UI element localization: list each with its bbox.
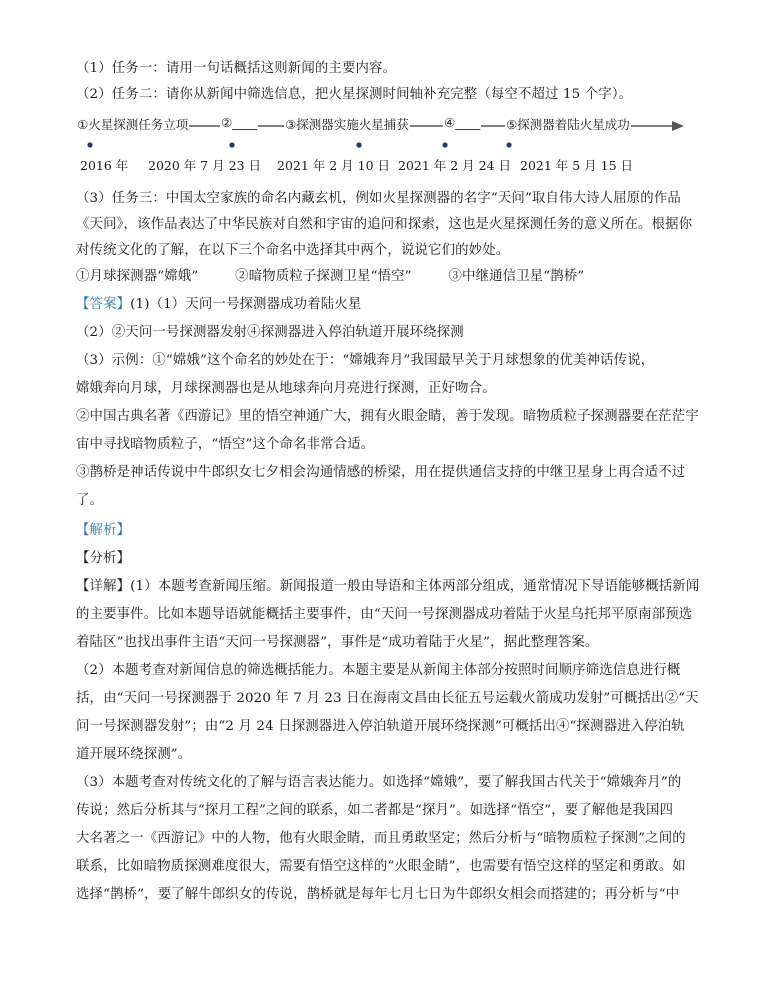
answer-line-8: 了。 xyxy=(76,493,104,508)
timeline-date-1: 2016 年 xyxy=(80,158,129,173)
timeline-date-4: 2021 年 2 月 24 日 xyxy=(398,158,512,173)
option-2: ②暗物质粒子探测卫星“悟空” xyxy=(235,269,412,284)
timeline-dot xyxy=(442,142,447,147)
answer-line-4: 嫦娥奔向月球，月球探测器也是从地球奔向月亮进行探测，正好吻合。 xyxy=(76,381,496,396)
detail-line-9: 传说；然后分析其与“探月工程”之间的联系，如二者都是“探月”。如选择“悟空”，要了解他是我国四 xyxy=(76,803,674,818)
detail-line-8: （3）本题考查对传统文化的了解与语言表达能力。如选择“嫦娥”，要了解我国古代关于“嫦娥奔月”的 xyxy=(76,775,682,790)
detail-line-11: 联系，比如暗物质探测难度很大，需要有悟空这样的“火眼金睛”，也需要有悟空这样的坚定和勇敢。如 xyxy=(76,859,686,874)
timeline-date-5: 2021 年 5 月 15 日 xyxy=(520,158,634,173)
detail-line-3: 着陆区”也找出事件主语“天问一号探测器”，事件是“成功着陆于火星”，据此整理答案。 xyxy=(76,635,599,650)
option-1: ①月球探测器“嫦娥” xyxy=(76,269,199,284)
detail-line-6: 问一号探测器发射”；由“2 月 24 日探测器进入停泊轨道开展环绕探测”可概括出④“探测器进入停泊轨 xyxy=(76,719,685,734)
options-row xyxy=(76,266,696,288)
answer-line-5: ②中国古典名著《西游记》里的悟空神通广大，拥有火眼金睛，善于发现。暗物质粒子探测器要在茫茫宇 xyxy=(76,409,699,424)
answer-label: 【答案】 xyxy=(76,297,131,312)
detail-line-5: 括，由“天问一号探测器于 2020 年 7 月 23 日在海南文昌由长征五号运载火箭成功发射”可概括出②“天 xyxy=(76,691,699,706)
detail-line-4: （2）本题考查对新闻信息的筛选概括能力。本题主要是从新闻主体部分按照时间顺序筛选信息进行概 xyxy=(76,663,681,678)
detail-line-1: 【详解】(1）本题考查新闻压缩。新闻报道一般由导语和主体两部分组成，通常情况下导语能够概括新闻 xyxy=(76,579,700,594)
fenxi-label: 【分析】 xyxy=(76,551,131,566)
detail-line-2: 的主要事件。比如本题导语就能概括主要事件，由“天问一号探测器成功着陆于火星乌托邦平原南部预选 xyxy=(76,607,693,622)
detail-line-12: 选择“鹊桥”，要了解牛郎织女的传说，鹊桥就是每年七月七日为牛郎织女相会而搭建的；再分析与“中 xyxy=(76,887,680,902)
mars-timeline xyxy=(72,112,692,178)
analysis-label: 【解析】 xyxy=(76,523,131,538)
answer-line-3: （3）示例：①“嫦娥”这个命名的妙处在于：“嫦娥奔月”我国最早关于月球想象的优美神话传说， xyxy=(76,353,655,368)
task3-line-1: （3）任务三：中国太空家族的命名内藏玄机，例如火星探测器的名字“天问”取自伟大诗人屈原的作品 xyxy=(76,191,681,206)
timeline-event-4: ④____ xyxy=(444,115,481,130)
answer-line-2: （2）②天问一号探测器发射④探测器进入停泊轨道开展环绕探测 xyxy=(76,325,464,340)
task3-line-3: 对传统文化的了解，在以下三个命名中选择其中两个，说说它们的妙处。 xyxy=(76,243,510,258)
answer-line-6: 宙中寻找暗物质粒子，“悟空”这个命名非常合适。 xyxy=(76,437,375,452)
timeline-event-3: ③探测器实施火星捕获 xyxy=(285,117,409,132)
timeline-dot xyxy=(356,142,361,147)
timeline-event-5: ⑤探测器着陆火星成功 xyxy=(506,117,630,132)
timeline-dot xyxy=(229,142,234,147)
timeline-date-3: 2021 年 2 月 10 日 xyxy=(277,158,391,173)
task2-text: （2）任务二：请你从新闻中筛选信息，把火星探测时间轴补充完整（每空不超过 15 个字）。 xyxy=(76,87,633,102)
option-3: ③中继通信卫星“鹊桥” xyxy=(448,269,585,284)
detail-line-7: 道开展环绕探测”。 xyxy=(76,747,192,762)
answer-line-7: ③鹊桥是神话传说中牛郎织女七夕相会沟通情感的桥梁，用在提供通信支持的中继卫星身上再合适不过 xyxy=(76,465,686,480)
detail-line-10: 大名著之一《西游记》中的人物，他有火眼金睛，而且勇敢坚定；然后分析与“暗物质粒子探测”之间的 xyxy=(76,831,686,846)
timeline-date-2: 2020 年 7 月 23 日 xyxy=(148,158,262,173)
answer-line-1 xyxy=(76,294,696,316)
timeline-dot xyxy=(506,142,511,147)
timeline-event-1: ①火星探测任务立项 xyxy=(77,117,189,132)
timeline-event-2: ②____ xyxy=(221,115,258,130)
answer-text-1: (1)（1）天问一号探测器成功着陆火星 xyxy=(130,297,362,312)
task1-text: （1）任务一：请用一句话概括这则新闻的主要内容。 xyxy=(76,61,397,76)
task3-line-2: 《天问》，该作品表达了中华民族对自然和宇宙的追问和探索，这也是火星探测任务的意义所在。根据你 xyxy=(76,217,693,232)
timeline-dot xyxy=(87,142,92,147)
